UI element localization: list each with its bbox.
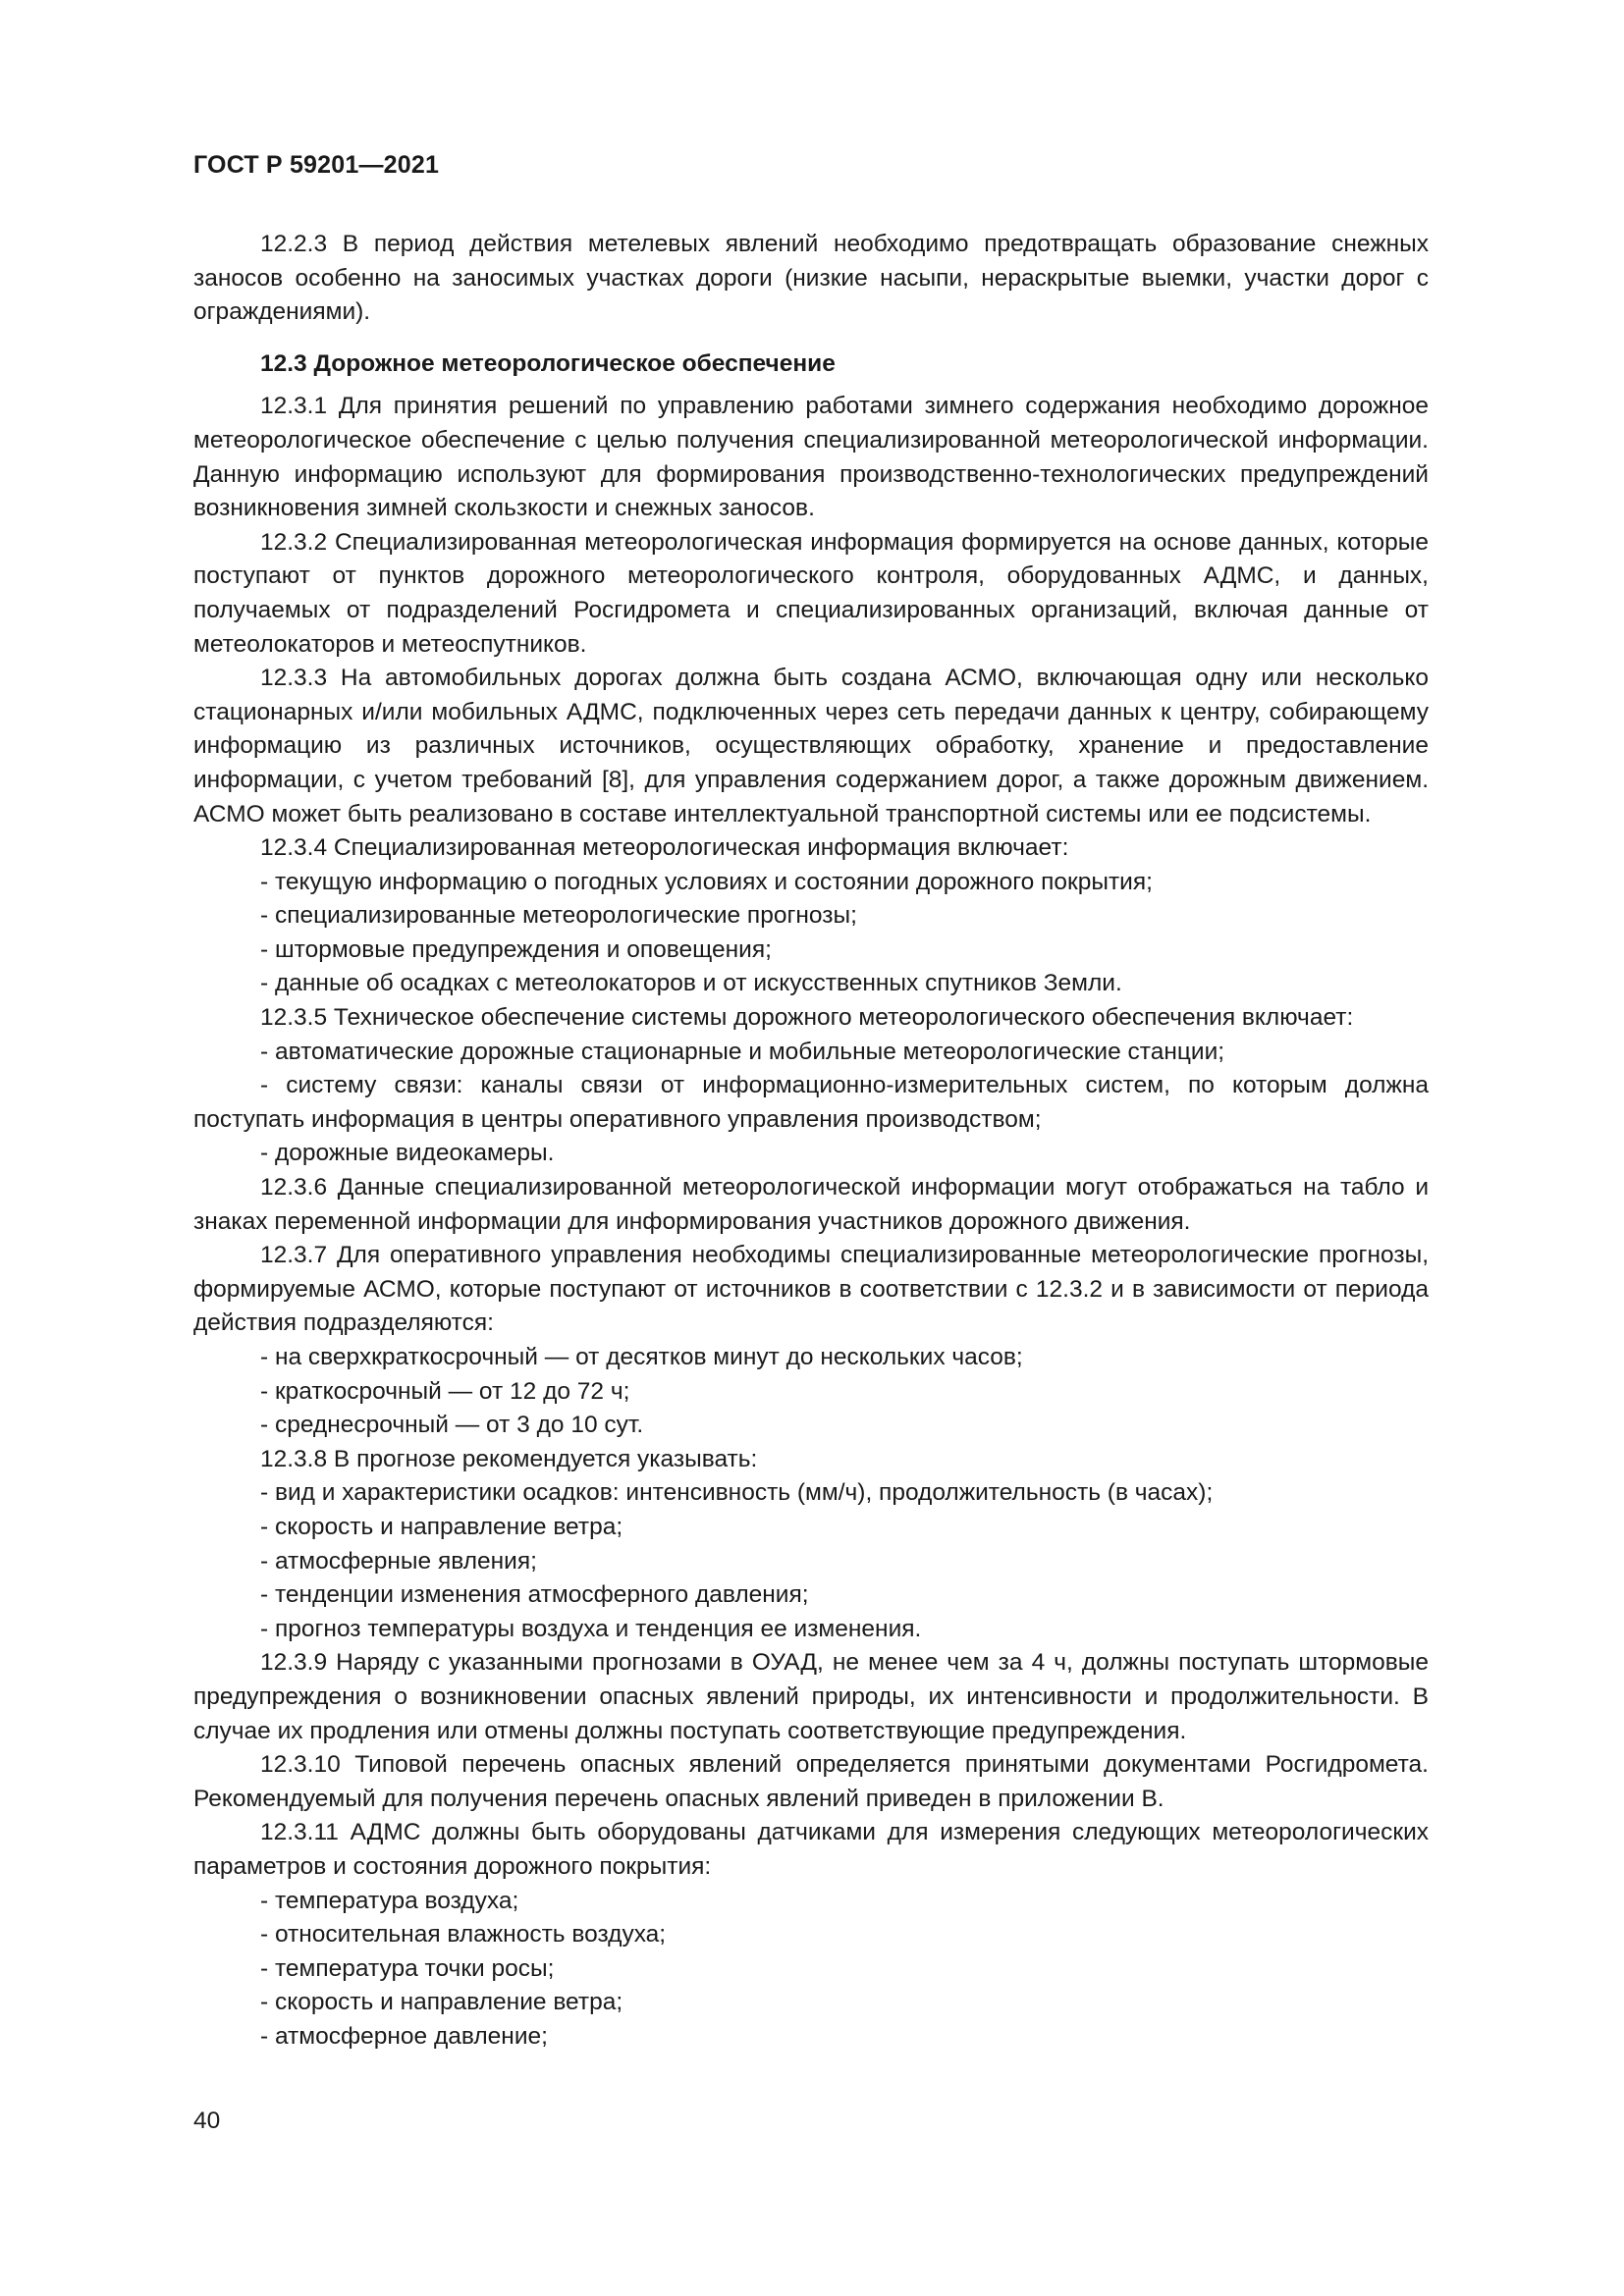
document-header: ГОСТ Р 59201—2021	[193, 151, 440, 179]
document-body	[193, 228, 1429, 2054]
list-item: - атмосферные явления;	[260, 1547, 537, 1575]
paragraph: 12.3.2 Специализированная метеорологическая информация формируется на основе данных, которые поступают от пунктов дорожного метеорологического контроля, оборудованных АДМС, и данных, получаемых от подразделений Росгидромета и специализированных организаций, включая данные от метеолокаторов и метеоспутников.	[193, 528, 1429, 658]
list-item: - дорожные видеокамеры.	[260, 1140, 555, 1167]
list-item: - относительная влажность воздуха;	[260, 1921, 667, 1949]
list-item: - текущую информацию о погодных условиях и состоянии дорожного покрытия;	[260, 868, 1153, 895]
list-item: - вид и характеристики осадков: интенсивность (мм/ч), продолжительность (в часах);	[260, 1479, 1214, 1507]
paragraph: 12.3.1 Для принятия решений по управлению работами зимнего содержания необходимо дорожное метеорологическое обеспечение с целью получения специализированной метеорологической информации. Данную информацию используют для формирования производственно-технологических предупреждений возникновения зимней скользкости и снежных заносов.	[193, 393, 1429, 522]
list-item: - данные об осадках с метеолокаторов и от искусственных спутников Земли.	[260, 970, 1122, 997]
paragraph: 12.3.11 АДМС должны быть оборудованы датчиками для измерения следующих метеорологических параметров и состояния дорожного покрытия:	[193, 1819, 1429, 1880]
paragraph: 12.3.5 Техническое обеспечение системы дорожного метеорологического обеспечения включает:	[260, 1004, 1354, 1032]
list-item: - специализированные метеорологические прогнозы;	[260, 902, 857, 930]
paragraph: 12.3.7 Для оперативного управления необходимы специализированные метеорологические прогнозы, формируемые АСМО, которые поступают от источников в соответствии с 12.3.2 и в зависимости от периода действия подразделяются:	[193, 1242, 1429, 1337]
paragraph: 12.3.4 Специализированная метеорологическая информация включает:	[260, 834, 1069, 862]
paragraph: 12.3.10 Типовой перечень опасных явлений определяется принятыми документами Росгидромета. Рекомендуемый для получения перечень опасных явлений приведен в приложении В.	[193, 1751, 1429, 1812]
list-item: - автоматические дорожные стационарные и мобильные метеорологические станции;	[260, 1038, 1225, 1065]
list-item: - среднесрочный — от 3 до 10 сут.	[260, 1412, 644, 1439]
list-item: - систему связи: каналы связи от информационно-измерительных систем, по которым должна поступать информация в центры оперативного управления производством;	[193, 1072, 1429, 1133]
list-item: - прогноз температуры воздуха и тенденция ее изменения.	[260, 1615, 922, 1642]
list-item: - атмосферное давление;	[260, 2022, 548, 2050]
list-item: - на сверхкраткосрочный — от десятков минут до нескольких часов;	[260, 1344, 1023, 1370]
list-item: - температура воздуха;	[260, 1887, 519, 1914]
list-item: - температура точки росы;	[260, 1954, 555, 1982]
paragraph: 12.3.3 На автомобильных дорогах должна быть создана АСМО, включающая одну или несколько стационарных и/или мобильных АДМС, подключенных через сеть передачи данных к центру, собирающему информацию из различных источников, осуществляющих обработку, хранение и предоставление информации, с учетом требований [8], для управления содержанием дорог, а также дорожным движением. АСМО может быть реализовано в составе интеллектуальной транспортной системы или ее подсистемы.	[193, 665, 1429, 828]
paragraph: 12.2.3 В период действия метелевых явлений необходимо предотвращать образование снежных заносов особенно на заносимых участках дороги (низкие насыпи, нераскрытые выемки, участки дорог с ограждениями).	[193, 231, 1429, 326]
paragraph: 12.3.8 В прогнозе рекомендуется указывать:	[260, 1445, 758, 1472]
paragraph: 12.3.6 Данные специализированной метеорологической информации могут отображаться на табло и знаках переменной информации для информирования участников дорожного движения.	[193, 1174, 1429, 1235]
section-heading: 12.3 Дорожное метеорологическое обеспечение	[260, 349, 836, 377]
list-item: - скорость и направление ветра;	[260, 1989, 623, 2016]
list-item: - скорость и направление ветра;	[260, 1513, 623, 1540]
list-item: - тенденции изменения атмосферного давления;	[260, 1581, 809, 1609]
list-item: - краткосрочный — от 12 до 72 ч;	[260, 1377, 630, 1405]
page-number: 40	[193, 2108, 221, 2134]
paragraph: 12.3.9 Наряду с указанными прогнозами в ОУАД, не менее чем за 4 ч, должны поступать штормовые предупреждения о возникновении опасных явлений природы, их интенсивности и продолжительности. В случае их продления или отмены должны поступать соответствующие предупреждения.	[193, 1649, 1429, 1744]
list-item: - штормовые предупреждения и оповещения;	[260, 935, 772, 963]
